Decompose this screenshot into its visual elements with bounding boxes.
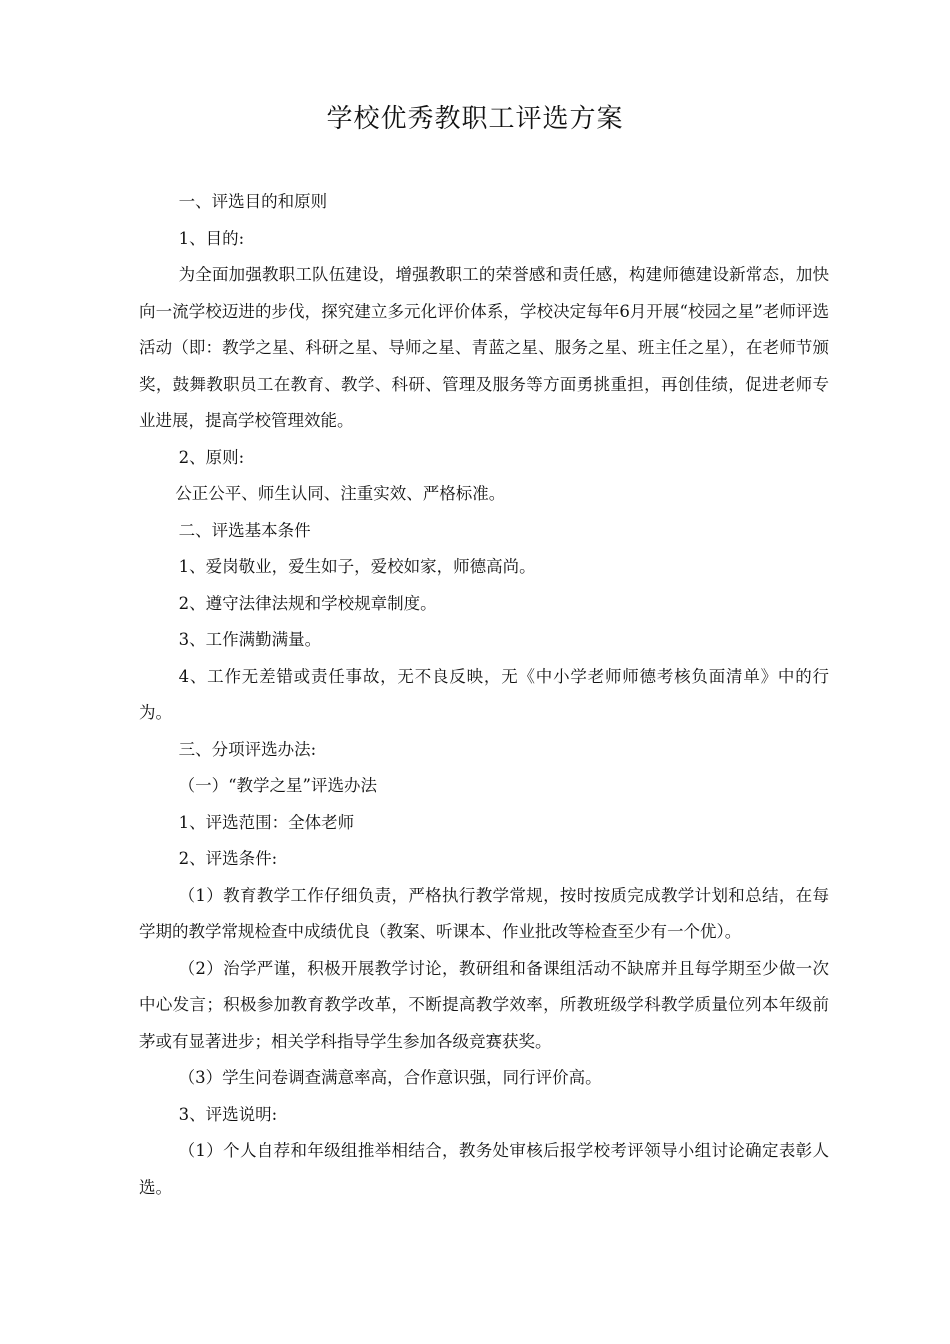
section-heading-3: 三、分项评选办法: <box>178 739 317 759</box>
section-heading-2: 二、评选基本条件 <box>178 520 311 540</box>
document-title: 学校优秀教职工评选方案 <box>326 104 624 134</box>
condition-item-3: 3、工作满勤满量。 <box>178 630 322 649</box>
condition-item-1: 1、爱岗敬业，爱生如子，爱校如家，师德高尚。 <box>178 557 536 576</box>
scope-item: 1、评选范围：全体老师 <box>178 812 355 832</box>
notes-heading: 3、评选说明: <box>178 1104 278 1124</box>
subheading-principle: 2、原则: <box>178 447 245 467</box>
document-body <box>139 184 829 1206</box>
criteria-item-3: （3）学生问卷调查满意率高，合作意识强，同行评价高。 <box>178 1068 602 1087</box>
subsection-teaching-star: （一）“教学之星”评选办法 <box>178 776 377 795</box>
paragraph-purpose: 为全面加强教职工队伍建设，增强教职工的荣誉感和责任感，构建师德建设新常态，加快向一流学校迈进的步伐，探究建立多元化评价体系，学校决定每年6月开展“校园之星”老师评选活动（即：教学之星、科研之星、导师之星、青蓝之星、服务之星、班主任之星），在老师节颁奖，鼓舞教职员工在教育、教学、科研、管理及服务等方面勇挑重担，再创佳绩，促进老师专业进展，提高学校管理效能。 <box>139 265 829 430</box>
condition-item-4: 4、工作无差错或责任事故，无不良反映，无《中小学老师师德考核负面清单》中的行为。 <box>139 666 829 722</box>
criteria-heading: 2、评选条件: <box>178 849 278 868</box>
condition-item-2: 2、遵守法律法规和学校规章制度。 <box>178 593 437 613</box>
notes-item-1: （1）个人自荐和年级组推举相结合，教务处审核后报学校考评领导小组讨论确定表彰人选。 <box>139 1141 829 1197</box>
criteria-item-2: （2）治学严谨，积极开展教学讨论，教研组和备课组活动不缺席并且每学期至少做一次中心发言；积极参加教育教学改革，不断提高教学效率，所教班级学科教学质量位列本年级前茅或有显著进步；相关学科指导学生参加各级竞赛获奖。 <box>139 958 829 1051</box>
subheading-purpose: 1、目的: <box>178 228 245 248</box>
criteria-item-1: （1）教育教学工作仔细负责，严格执行教学常规，按时按质完成教学计划和总结，在每学期的教学常规检查中成绩优良（教案、听课本、作业批改等检查至少有一个优）。 <box>139 885 829 941</box>
section-heading-1: 一、评选目的和原则 <box>178 192 328 211</box>
paragraph-principle: 公正公平、师生认同、注重实效、严格标准。 <box>175 484 506 503</box>
